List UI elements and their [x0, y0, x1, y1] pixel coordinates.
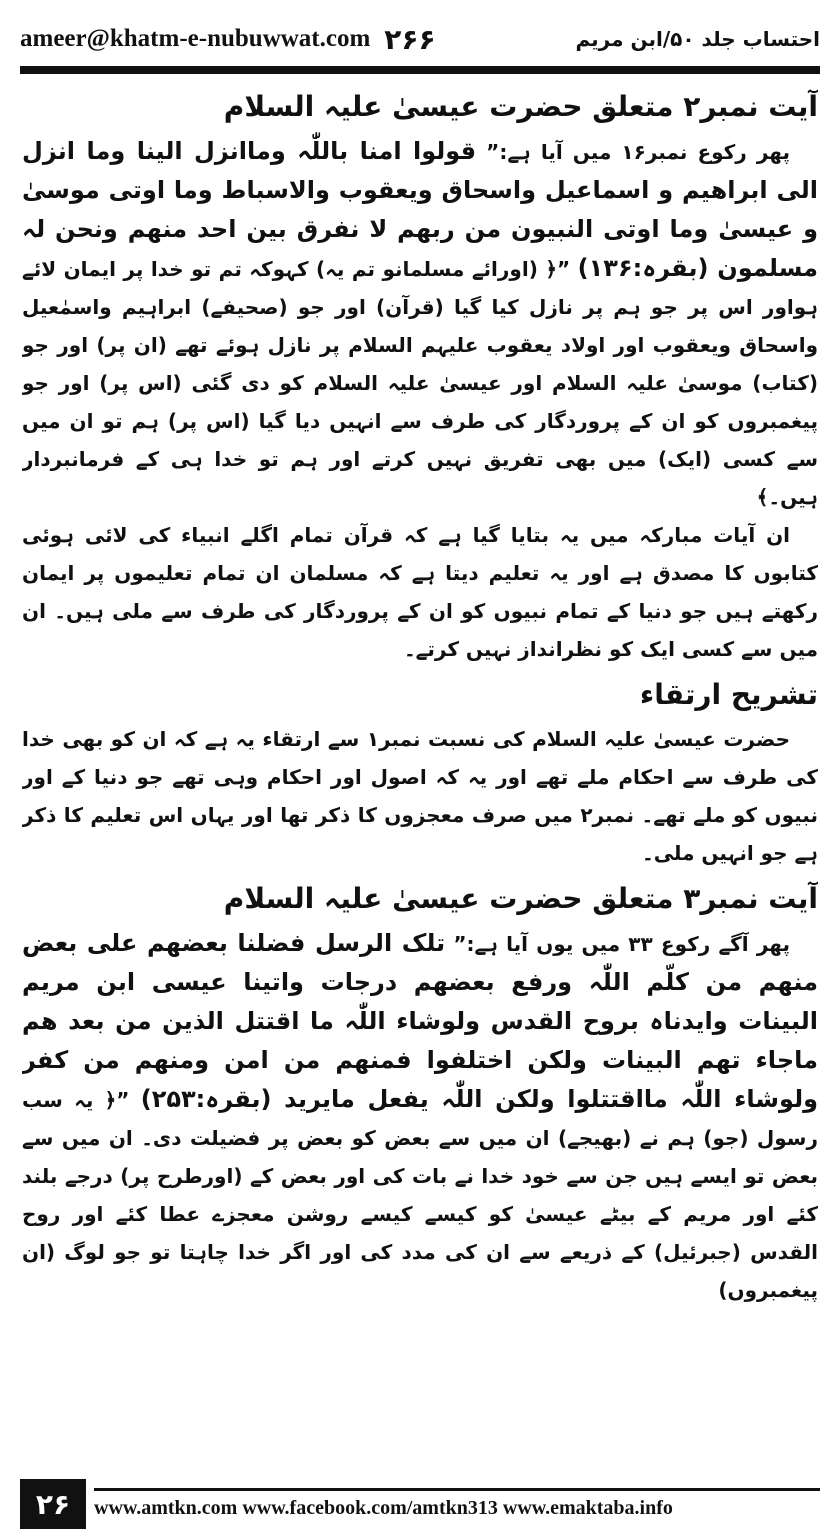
footer-rule — [94, 1488, 820, 1491]
header-rule — [20, 66, 820, 74]
verse-2-paragraph — [22, 132, 818, 516]
page-content — [22, 80, 818, 1470]
header-email[interactable]: ameer@khatm-e-nubuwwat.com — [20, 25, 371, 52]
verse-3-intro: پھر آگے رکوع ۳۳ میں یوں آیا ہے:” — [453, 932, 791, 956]
running-title: احتساب جلد ۵۰/ابن مریم — [575, 27, 820, 51]
footer-page-box: ۲۶ — [20, 1479, 86, 1529]
verse-3-arabic: تلک الرسل فضلنا بعضھم علی بعض منھم من کلّم اللّٰہ ورفع بعضھم درجات واتینا عیسی ابن مریم البینات وایدناہ بروح القدس ولوشاء اللّٰہ ما اقتتل الذین من بعد ھم ماجاء تھم البینات ولکن اختلفوا فمنھم من امن ومنھم من کفر ولوشاء اللّٰہ مااقتتلوا ولکن اللّٰہ یفعل مایرید (بقرہ:۲۵۳) — [22, 929, 818, 1113]
section-heading-tashreeh: تشریح ارتقاء — [639, 678, 818, 711]
page-header — [20, 14, 820, 64]
footer-links[interactable]: www.amtkn.com www.facebook.com/amtkn313 www.emaktaba.info — [94, 1497, 673, 1519]
verse-3-paragraph — [22, 924, 818, 1309]
verse-2-translation: ”﴿ (اورائے مسلمانو تم یہ) کہوکہ تم تو خدا پر ایمان لائے ہواور اس پر جو ہم پر نازل کیا گیا (قرآن) اور جو (صحیفے) ابراہیم واسمٰعیل واسحاق ویعقوب اور اولاد یعقوب علیہم السلام پر نازل ہوئے تھے (ان پر) اور جو (کتاب) موسیٰ علیہ السلام اور عیسیٰ علیہ السلام کو دی گئی (اس پر) اور جو پیغمبروں کو ان کے پروردگار کی طرف سے انہیں دیا گیا (اس پر) ہم تو ان میں سے کسی (ایک) میں بھی تفریق نہیں کرتے اور ہم تو خدا ہی کے فرمانبردار ہیں۔﴾ — [22, 257, 818, 509]
section-heading-verse-3: آیت نمبر۳ متعلق حضرت عیسیٰ علیہ السلام — [223, 882, 818, 915]
verse-2-arabic: قولوا امنا باللّٰہ وماانزل الینا وما انزل الی ابراھیم و اسماعیل واسحاق ویعقوب والاسباط وما اوتی موسیٰ و عیسیٰ وما اوتی النبیون من ربھم لا نفرق بین احد منھم ونحن لہ مسلمون (بقرہ:۱۳۶) — [22, 137, 818, 282]
verse-3-translation: ”﴿ یہ سب رسول (جو) ہم نے (بھیجے) ان میں سے بعض کو بعض پر فضیلت دی۔ ان میں سے بعض تو ایسے ہیں جن سے خود خدا نے بات کی اور بعض کے (اورطرح پر) درجے بلند کئے اور مریم کے بیٹے عیسیٰ کو کیسے کیسے روشن معجزے عطا کئے اور روح القدس (جبرئیل) کے ذریعے سے ان کی مدد کی اور اگر خدا چاہتا تو جو لوگ (ان پیغمبروں) — [22, 1088, 818, 1302]
section-heading-verse-2: آیت نمبر۲ متعلق حضرت عیسیٰ علیہ السلام — [223, 90, 818, 123]
page-footer — [20, 1478, 820, 1530]
page-number: ۲۶۶ — [384, 22, 436, 56]
verse-2-commentary: ان آیات مبارکہ میں یہ بتایا گیا ہے کہ قرآن تمام اگلے انبیاء کی لائی ہوئی کتابوں کا مصدق ہے اور یہ تعلیم دیتا ہے کہ مسلمان ان تمام تعلیموں پر ایمان رکھتے ہیں جو دنیا کے تمام نبیوں کو ان کے پروردگار کی طرف سے ملی ہیں۔ ان میں سے کسی ایک کو نظرانداز نہیں کرتے۔ — [22, 523, 818, 661]
verse-2-intro: پھر رکوع نمبر۱۶ میں آیا ہے:” — [486, 140, 791, 164]
tashreeh-body: حضرت عیسیٰ علیہ السلام کی نسبت نمبر۱ سے ارتقاء یہ ہے کہ ان کو بھی خدا کی طرف سے احکام ملے تھے اور یہ کہ اصول اور احکام وہی تھے جو دنیا کے اور نبیوں کو ملے تھے۔ نمبر۲ میں صرف معجزوں کا ذکر تھا اور یہاں اس تعلیم کا ذکر ہے جو انہیں ملی۔ — [22, 727, 818, 865]
header-left — [20, 23, 436, 56]
footer-links-area — [86, 1488, 820, 1520]
